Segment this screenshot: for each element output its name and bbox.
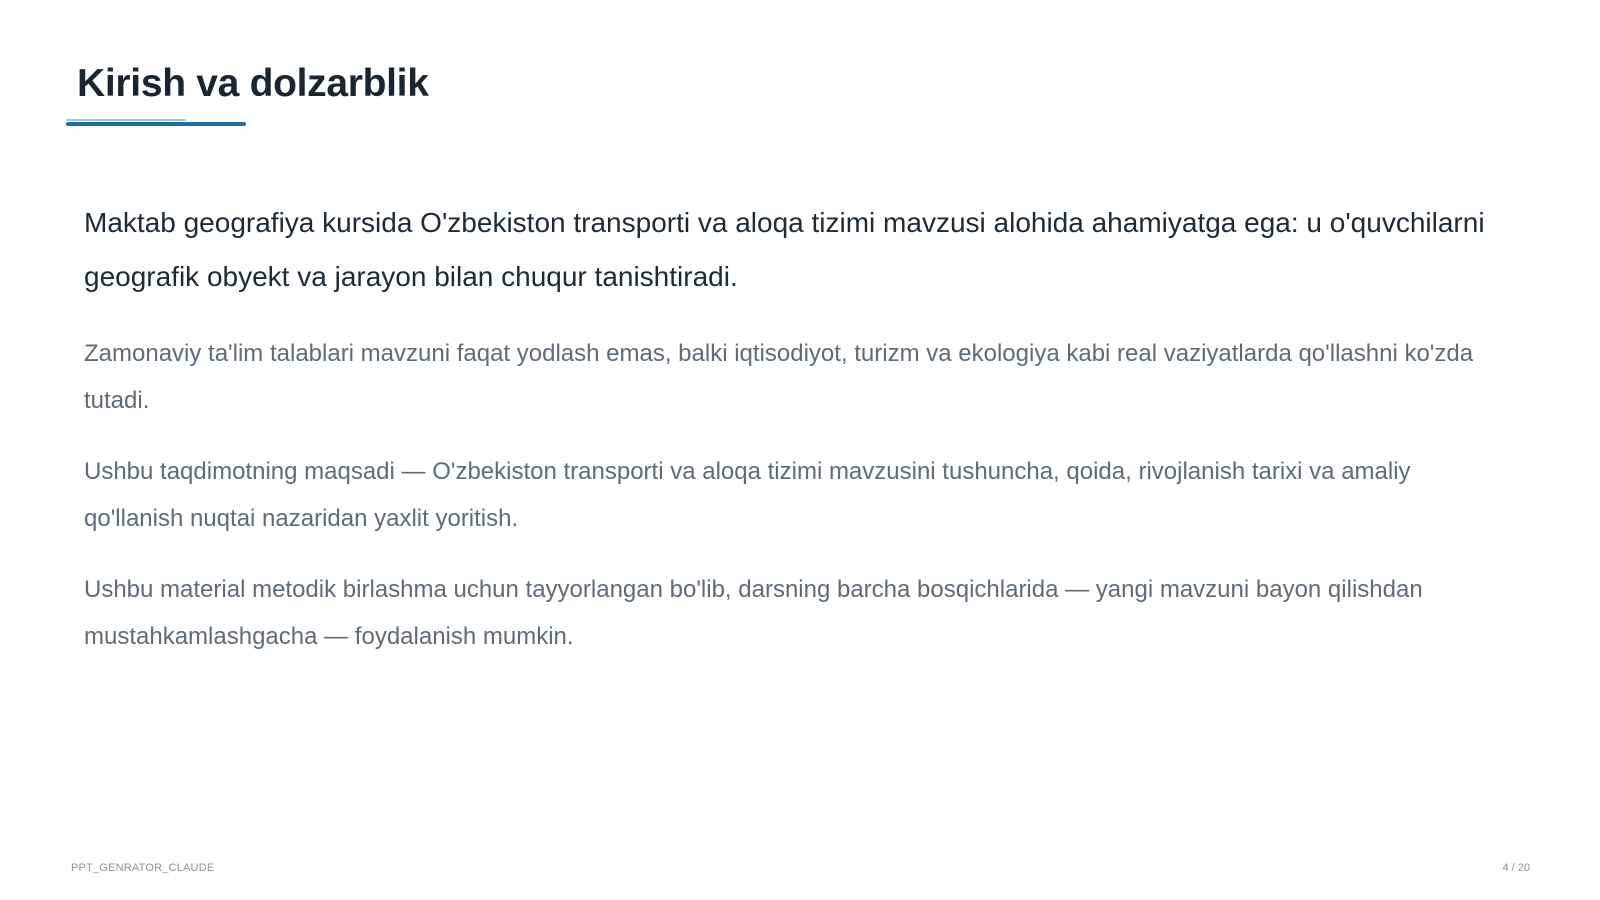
body-paragraph-1: Zamonaviy ta'lim talablari mavzuni faqat yodlash emas, balki iqtisodiyot, turizm va ekologiya kabi real vaziyatlarda qo'llashni ko'zda tutadi.	[84, 340, 1474, 414]
footer-brand: PPT_GENRATOR_CLAUDE	[71, 862, 215, 874]
title-underline	[66, 122, 246, 126]
body-paragraph-2: Ushbu taqdimotning maqsadi — O'zbekiston transporti va aloqa tizimi mavzusini tushuncha, qoida, rivojlanish tarixi va amaliy qo'llanish nuqtai nazaridan yaxlit yoritish.	[84, 458, 1411, 532]
slide-content	[84, 196, 1504, 684]
slide-title: Kirish va dolzarblik	[77, 62, 429, 105]
lead-paragraph: Maktab geografiya kursida O'zbekiston transporti va aloqa tizimi mavzusi alohida ahamiyatga ega: u o'quvchilarni geografik obyekt va jarayon bilan chuqur tanishtiradi.	[84, 207, 1485, 292]
body-paragraph-3: Ushbu material metodik birlashma uchun tayyorlangan bo'lib, darsning barcha bosqichlarida — yangi mavzuni bayon qilishdan mustahkamlashgacha — foydalanish mumkin.	[84, 576, 1423, 650]
page-number: 4 / 20	[1502, 862, 1530, 874]
